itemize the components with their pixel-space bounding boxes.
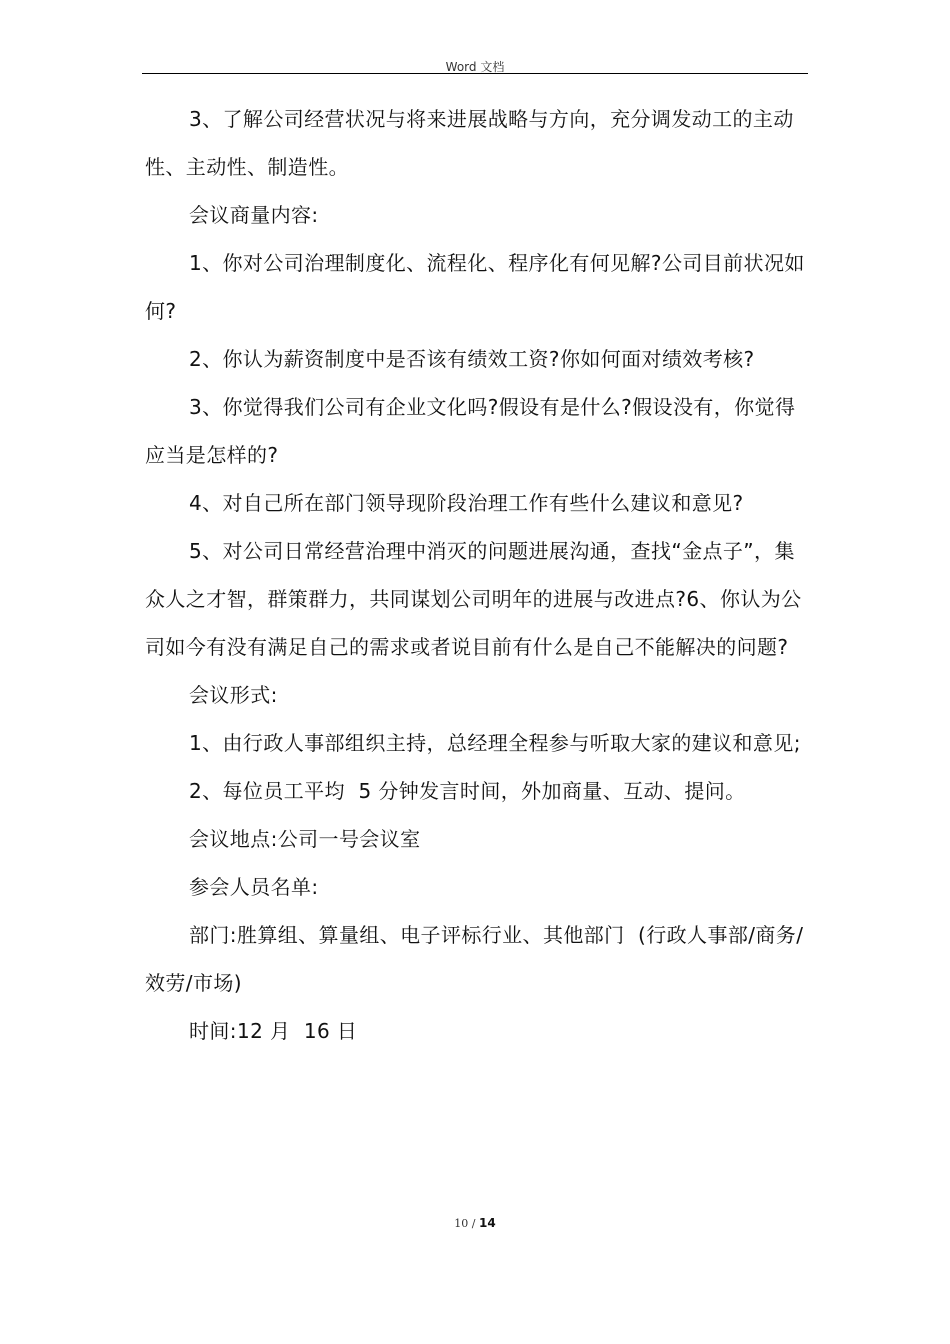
page-footer	[0, 1216, 950, 1230]
paragraph-10: 2、每位员工平均 5 分钟发言时间，外加商量、互动、提问。	[189, 779, 746, 803]
paragraph-14: 时间:12 月 16 日	[189, 1019, 358, 1043]
paragraph-4: 2、你认为薪资制度中是否该有绩效工资?你如何面对绩效考核?	[189, 347, 755, 371]
header-title: Word 文档	[445, 60, 505, 74]
paragraph-8: 会议形式:	[189, 683, 278, 707]
document-body	[145, 95, 807, 1055]
paragraph-12: 参会人员名单:	[189, 875, 319, 899]
page-separator: /	[471, 1217, 476, 1230]
paragraph-6: 4、对自己所在部门领导现阶段治理工作有些什么建议和意见?	[189, 491, 744, 515]
paragraph-3: 1、你对公司治理制度化、流程化、程序化有何见解?公司目前状况如何?	[145, 251, 805, 323]
current-page-number: 10	[454, 1217, 469, 1230]
paragraph-11: 会议地点:公司一号会议室	[189, 827, 421, 851]
paragraph-2: 会议商量内容:	[189, 203, 319, 227]
paragraph-5: 3、你觉得我们公司有企业文化吗?假设有是什么?假设没有，你觉得应当是怎样的?	[145, 395, 796, 467]
page-header	[142, 56, 808, 74]
paragraph-9: 1、由行政人事部组织主持，总经理全程参与听取大家的建议和意见;	[189, 731, 801, 755]
paragraph-13: 部门:胜算组、算量组、电子评标行业、其他部门 (行政人事部/商务/效劳/市场)	[145, 923, 804, 995]
total-pages: 14	[479, 1216, 496, 1230]
paragraph-1: 3、了解公司经营状况与将来进展战略与方向，充分调发动工的主动性、主动性、制造性。	[145, 107, 794, 179]
paragraph-7: 5、对公司日常经营治理中消灭的问题进展沟通，查找“金点子”，集众人之才智，群策群力，共同谋划公司明年的进展与改进点?6、你认为公司如今有没有满足自己的需求或者说目前有什么是自己不能解决的问题?	[145, 539, 802, 659]
